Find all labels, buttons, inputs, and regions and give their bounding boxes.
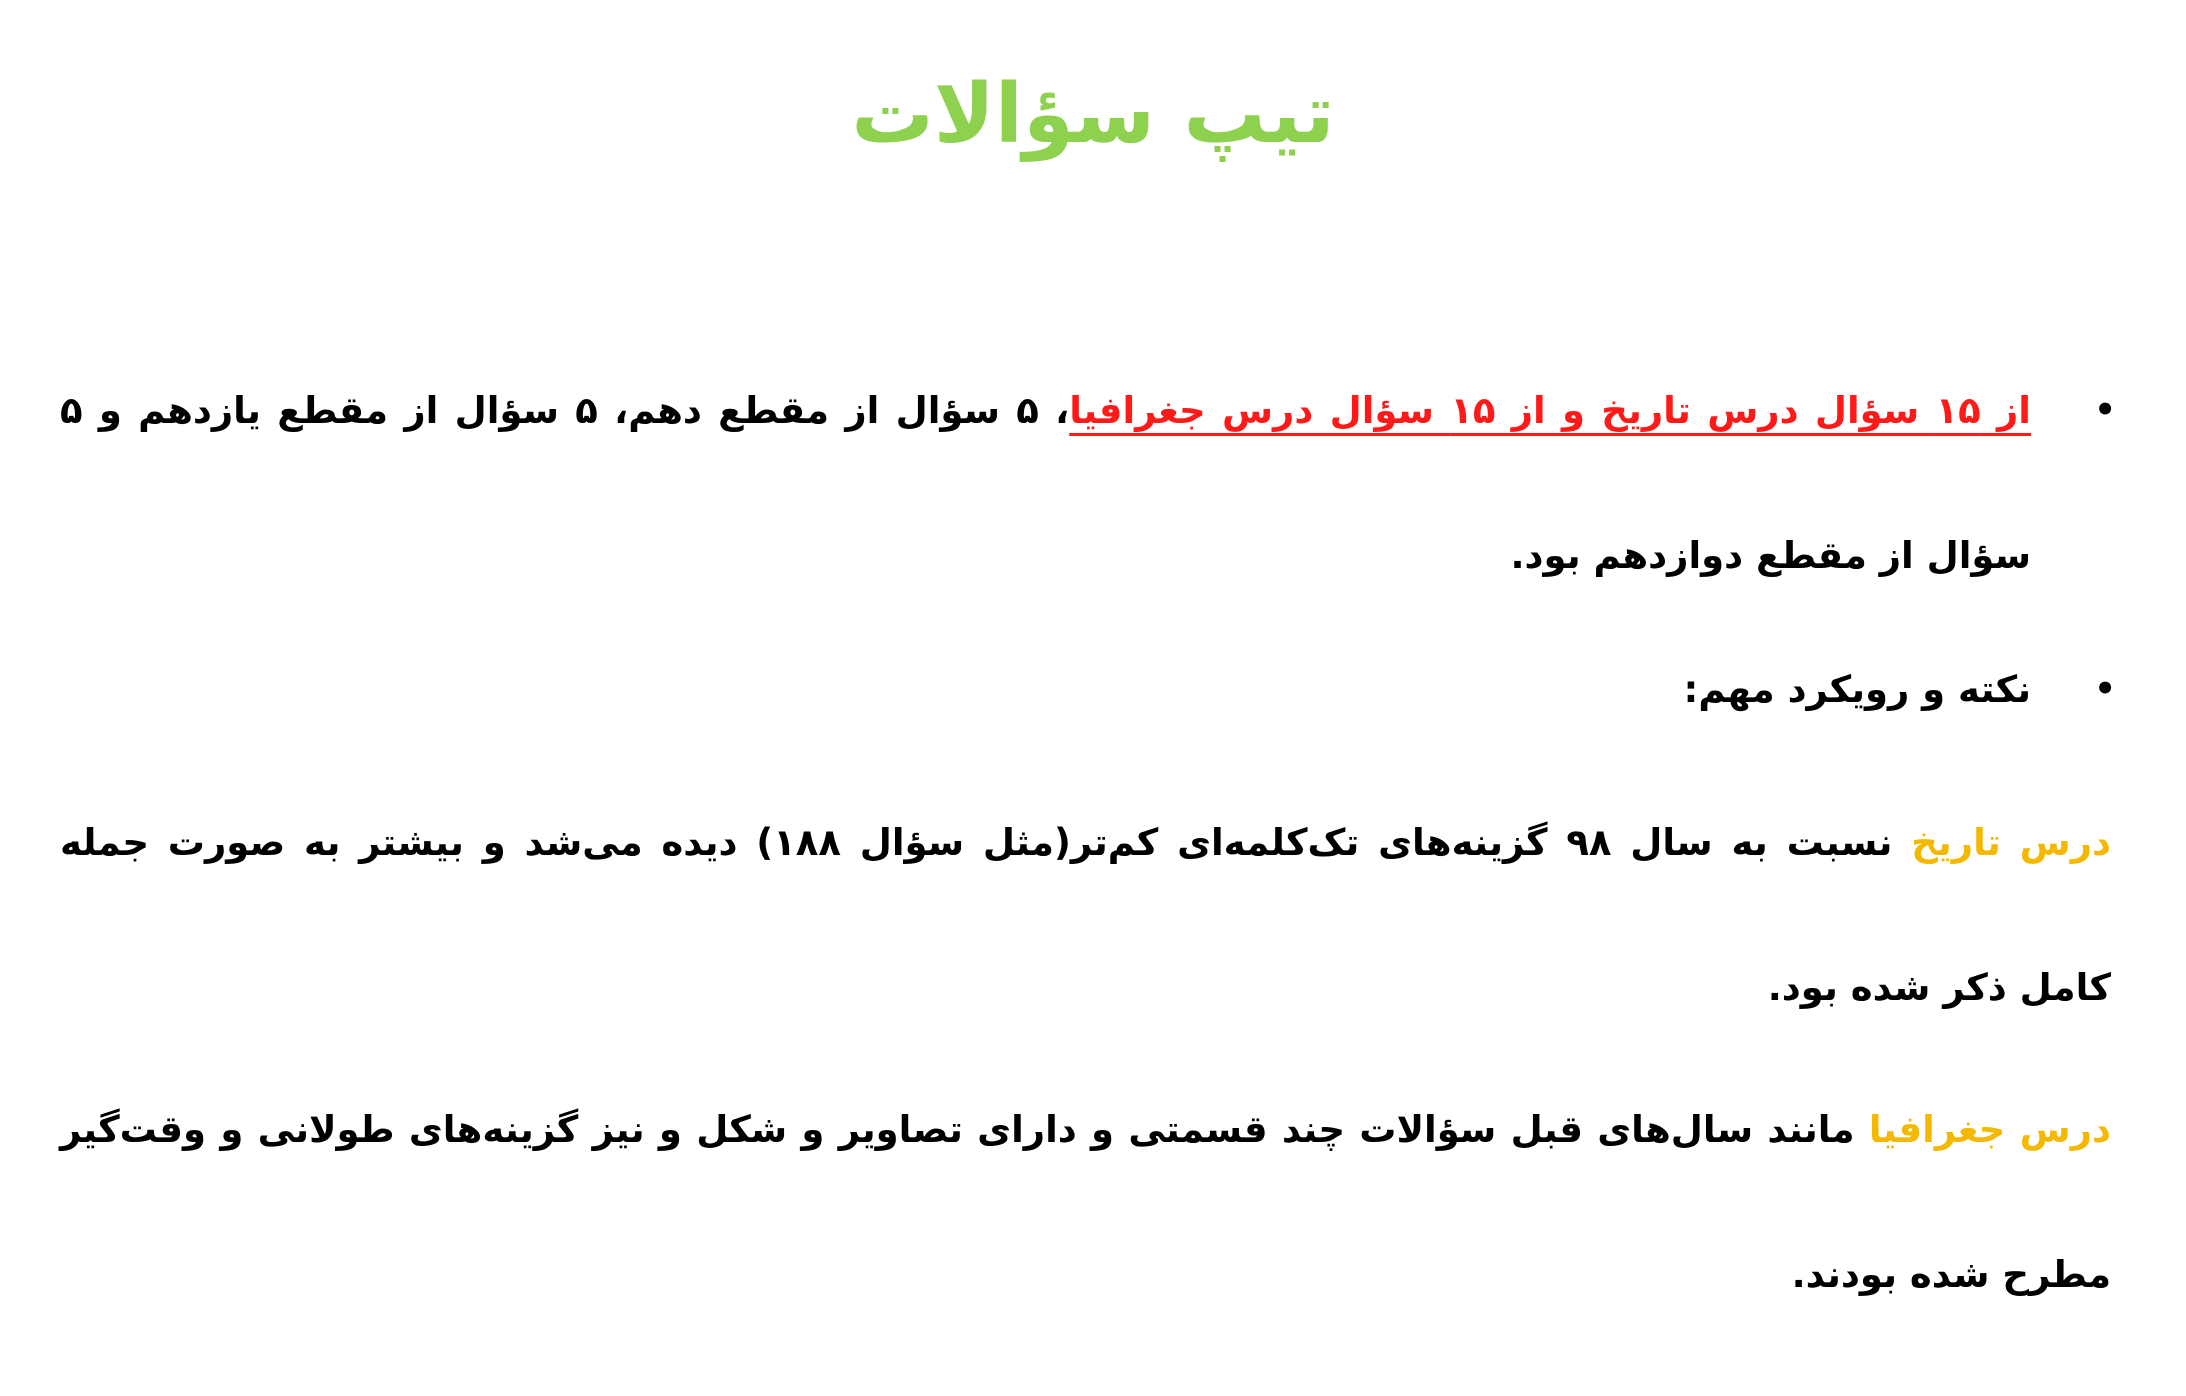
paragraph-history	[60, 770, 2111, 1060]
page-title: تیپ سؤالات	[851, 67, 1335, 162]
bullet-item-text: نکته و رویکرد مهم:	[1683, 668, 2031, 711]
highlighted-text-red: از ۱۵ سؤال درس تاریخ و از ۱۵ سؤال درس جغرافیا	[1069, 389, 2031, 432]
bullet-item-question-distribution	[60, 338, 2116, 628]
bullet-item-key-note	[60, 617, 2116, 762]
bullet-icon: •	[2094, 669, 2116, 709]
subject-label-geography: درس جغرافیا	[1868, 1108, 2111, 1151]
bullet-icon: •	[2094, 390, 2116, 430]
bullet-item-text: ، ۵ سؤال از مقطع دهم، ۵ سؤال از مقطع یازدهم و ۵ سؤال از مقطع دوازدهم بود.	[60, 389, 2031, 577]
paragraph-text: نسبت به سال ۹۸ گزینه‌های تک‌کلمه‌ای کم‌تر(مثل سؤال ۱۸۸) دیده می‌شد و بیشتر به صورت جمله کامل ذکر شده بود.	[60, 821, 2111, 1009]
subject-label-history: درس تاریخ	[1911, 821, 2112, 864]
paragraph-text: مانند سال‌های قبل سؤالات چند قسمتی و دارای تصاویر و شکل و نیز گزینه‌های طولانی و وقت‌گیر مطرح شده بودند.	[60, 1108, 2111, 1296]
paragraph-geography	[60, 1057, 2111, 1347]
